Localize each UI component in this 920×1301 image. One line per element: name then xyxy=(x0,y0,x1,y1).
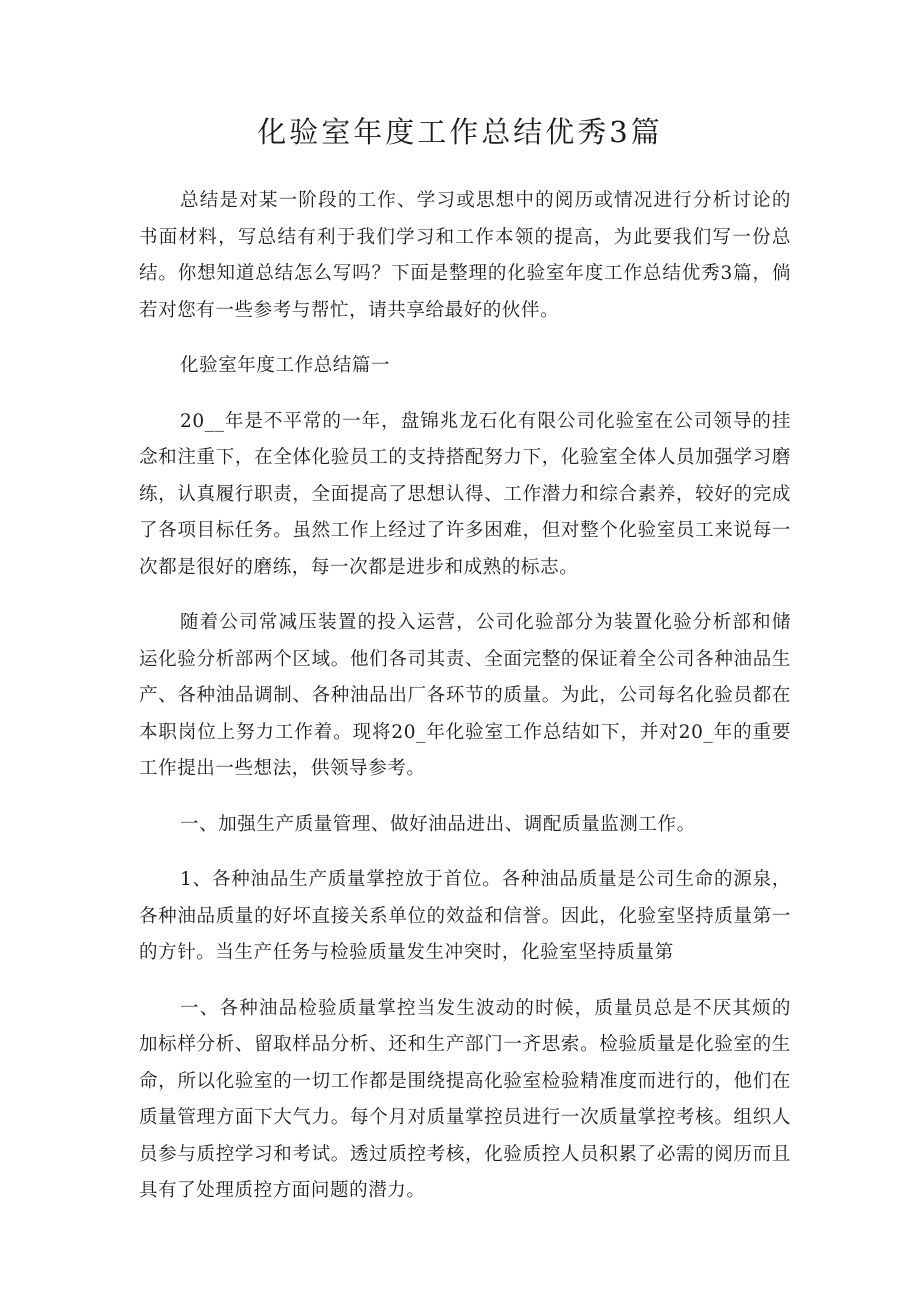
intro-paragraph: 总结是对某一阶段的工作、学习或思想中的阅历或情况进行分析讨论的书面材料，写总结有利于我们学习和工作本领的提高，为此要我们写一份总结。你想知道总结怎么写吗？下面是整理的化验室年度工作总结优秀3篇，倘若对您有一些参考与帮忙，请共享给最好的伙伴。 xyxy=(139,190,791,321)
body-paragraph: 20__年是不平常的一年，盘锦兆龙石化有限公司化验室在公司领导的挂念和注重下，在全体化验员工的支持搭配努力下，化验室全体人员加强学习磨练，认真履行职责，全面提高了思想认得、工作潜力和综合素养，较好的完成了各项目标任务。虽然工作上经过了许多困难，但对整个化验室员工来说每一次都是很好的磨练，每一次都是进步和成熟的标志。 xyxy=(139,410,791,578)
body-paragraph: 一、各种油品检验质量掌控当发生波动的时候，质量员总是不厌其烦的加标样分析、留取样品分析、还和生产部门一齐思索。检验质量是化验室的生命，所以化验室的一切工作都是围绕提高化验室检验精准度而进行的，他们在质量管理方面下大气力。每个月对质量掌控员进行一次质量掌控考核。组织人员参与质控学习和考试。透过质控考核，化验质控人员积累了必需的阅历而且具有了处理质控方面问题的潜力。 xyxy=(139,997,791,1201)
body-paragraph: 1、各种油品生产质量掌控放于首位。各种油品质量是公司生命的源泉，各种油品质量的好坏直接关系单位的效益和信誉。因此，化验室坚持质量第一的方针。当生产任务与检验质量发生冲突时，化验室坚持质量第 xyxy=(139,869,791,963)
body-paragraph: 随着公司常减压装置的投入运营，公司化验部分为装置化验分析部和储运化验分析部两个区域。他们各司其责、全面完整的保证着全公司各种油品生产、各种油品调制、各种油品出厂各环节的质量。为此，公司每名化验员都在本职岗位上努力工作着。现将20_年化验室工作总结如下，并对20_年的重要工作提出一些想法，供领导参考。 xyxy=(139,612,791,779)
section-heading: 化验室年度工作总结篇一 xyxy=(180,355,391,376)
document-body xyxy=(139,183,791,1229)
document-title: 化验室年度工作总结优秀3篇 xyxy=(257,115,663,149)
subsection-heading: 一、加强生产质量管理、做好油品进出、调配质量监测工作。 xyxy=(180,813,696,835)
